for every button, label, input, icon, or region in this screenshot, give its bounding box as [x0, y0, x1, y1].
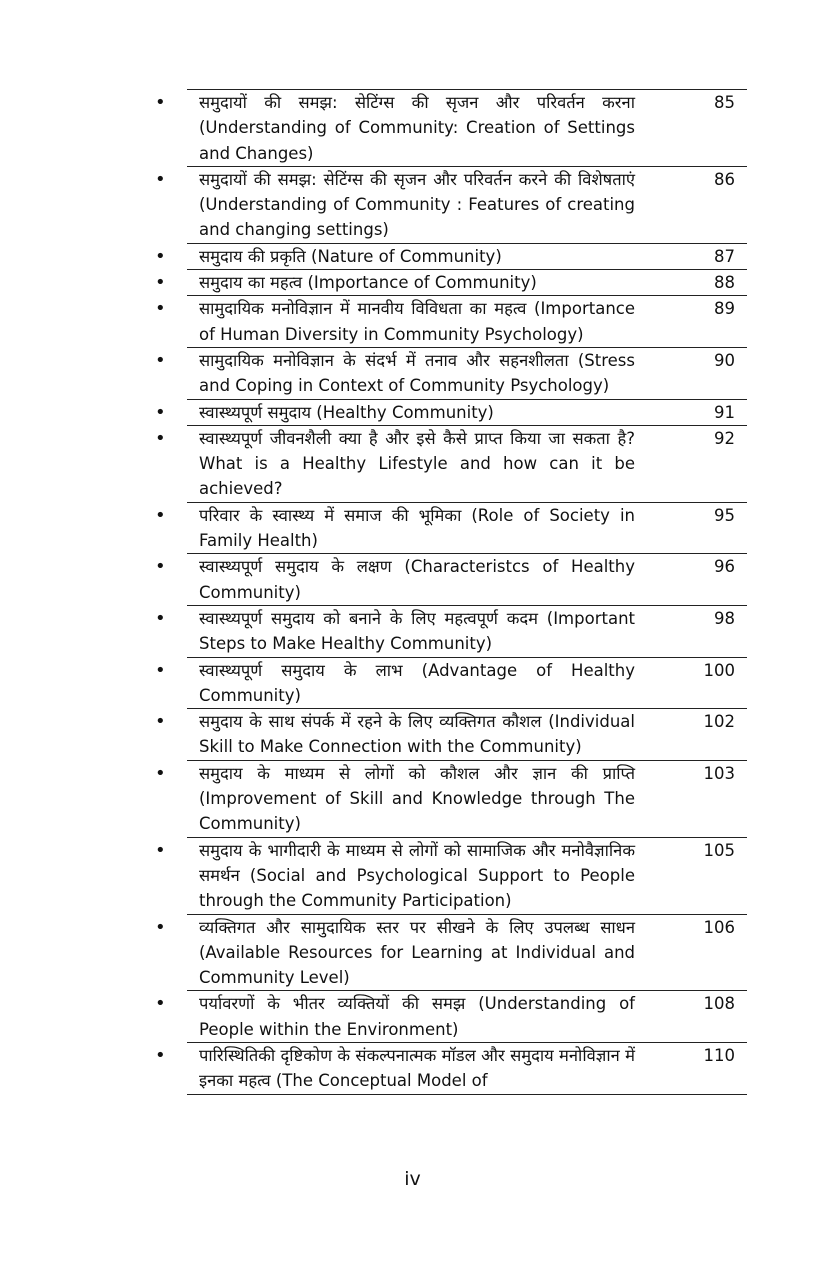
toc-entry-title: समुदायों की समझ: सेटिंग्स की सृजन और परिवर्तन करने की विशेषताएं (Understanding of Community : Features of creating and changing settings)	[199, 169, 635, 240]
toc-row	[155, 1042, 747, 1095]
toc-row	[155, 553, 747, 605]
toc-entry-page: 102	[703, 712, 735, 732]
toc-entry-page: 110	[703, 1045, 735, 1065]
toc-entry-page: 88	[714, 273, 735, 293]
toc-row	[155, 605, 747, 657]
toc-entry-page: 86	[714, 169, 735, 189]
table-of-contents	[0, 89, 825, 1095]
toc-entry-title: समुदाय के माध्यम से लोगों को कौशल और ज्ञान की प्राप्ति (Improvement of Skill and Knowledge through The Community)	[199, 763, 635, 834]
bullet-icon: •	[155, 993, 166, 1015]
toc-row	[155, 837, 747, 914]
toc-entry-title: समुदाय की प्रकृति (Nature of Community)	[199, 246, 502, 266]
toc-entry-page: 90	[714, 350, 735, 370]
bullet-icon: •	[155, 92, 166, 113]
toc-row	[155, 89, 747, 166]
toc-entry-page: 85	[714, 93, 735, 112]
toc-entry-title: समुदाय के भागीदारी के माध्यम से लोगों को सामाजिक और मनोवैज्ञानिक समर्थन (Social and Psychological Support to People through the Community Participation)	[199, 840, 635, 911]
bullet-icon: •	[155, 245, 166, 267]
toc-entry-page: 100	[703, 660, 735, 680]
bullet-icon: •	[155, 1044, 166, 1066]
bullet-icon: •	[155, 762, 166, 784]
toc-entry-page: 98	[714, 608, 735, 628]
bullet-icon: •	[155, 504, 166, 526]
toc-entry-page: 105	[703, 840, 735, 860]
toc-row	[155, 502, 747, 554]
toc-entry-page: 91	[714, 402, 735, 422]
toc-row	[155, 166, 747, 243]
toc-entry-title: सामुदायिक मनोविज्ञान के संदर्भ में तनाव और सहनशीलता (Stress and Coping in Context of Community Psychology)	[199, 350, 635, 396]
toc-row	[155, 990, 747, 1042]
toc-entry-title: समुदाय के साथ संपर्क में रहने के लिए व्यक्तिगत कौशल (Individual Skill to Make Connection with the Community)	[199, 712, 635, 757]
toc-row	[155, 657, 747, 709]
toc-entry-title: स्वास्थ्यपूर्ण जीवनशैली क्या है और इसे कैसे प्राप्त किया जा सकता है? What is a Healthy Lifestyle and how can it be achieved?	[199, 428, 635, 499]
toc-entry-title: व्यक्तिगत और सामुदायिक स्तर पर सीखने के लिए उपलब्ध साधन (Available Resources for Learning at Individual and Community Level)	[199, 917, 635, 988]
toc-entry-title: समुदाय का महत्व (Importance of Community)	[199, 273, 537, 293]
bullet-icon: •	[155, 427, 166, 449]
toc-entry-page: 106	[703, 917, 735, 937]
bullet-icon: •	[155, 349, 166, 371]
toc-entry-page: 89	[714, 299, 735, 319]
toc-row	[155, 269, 747, 295]
toc-entry-title: स्वास्थ्यपूर्ण समुदाय (Healthy Community)	[199, 402, 494, 422]
toc-entry-page: 103	[703, 763, 735, 783]
bullet-icon: •	[155, 401, 166, 423]
toc-row	[155, 295, 747, 347]
toc-entry-title: परिवार के स्वास्थ्य में समाज की भूमिका (Role of Society in Family Health)	[199, 505, 635, 551]
toc-row	[155, 708, 747, 760]
bullet-icon: •	[155, 839, 166, 861]
bullet-icon: •	[155, 556, 166, 578]
toc-row	[155, 914, 747, 991]
toc-entry-title: पारिस्थितिकी दृष्टिकोण के संकल्पनात्मक मॉडल और समुदाय मनोविज्ञान में इनका महत्व (The Conceptual Model of	[199, 1045, 635, 1091]
toc-row	[155, 243, 747, 269]
toc-entry-title: सामुदायिक मनोविज्ञान में मानवीय विविधता का महत्व (Importance of Human Diversity in Community Psychology)	[199, 299, 635, 344]
toc-entry-title: स्वास्थ्यपूर्ण समुदाय को बनाने के लिए महत्वपूर्ण कदम (Important Steps to Make Healthy Community)	[199, 608, 635, 654]
toc-row	[155, 760, 747, 837]
toc-entry-page: 108	[703, 994, 735, 1014]
toc-entry-title: स्वास्थ्यपूर्ण समुदाय के लक्षण (Characteristcs of Healthy Community)	[199, 557, 635, 602]
bullet-icon: •	[155, 272, 166, 294]
bullet-icon: •	[155, 168, 166, 190]
toc-entry-title: पर्यावरणों के भीतर व्यक्तियों की समझ (Understanding of People within the Environment)	[199, 994, 635, 1039]
toc-entry-page: 87	[714, 246, 735, 266]
page-number: iv	[404, 1168, 421, 1190]
toc-entry-page: 92	[714, 428, 735, 448]
toc-row	[155, 399, 747, 425]
toc-row	[155, 425, 747, 502]
toc-entry-page: 96	[714, 557, 735, 577]
toc-entry-title: समुदायों की समझ: सेटिंग्स की सृजन और परिवर्तन करना (Understanding of Community: Creation of Settings and Changes)	[199, 93, 635, 163]
bullet-icon: •	[155, 916, 166, 938]
toc-entry-page: 95	[714, 505, 735, 525]
bullet-icon: •	[155, 607, 166, 629]
toc-entry-title: स्वास्थ्यपूर्ण समुदाय के लाभ (Advantage of Healthy Community)	[199, 660, 635, 705]
bullet-icon: •	[155, 298, 166, 320]
bullet-icon: •	[155, 659, 166, 681]
bullet-icon: •	[155, 711, 166, 733]
toc-row	[155, 347, 747, 399]
